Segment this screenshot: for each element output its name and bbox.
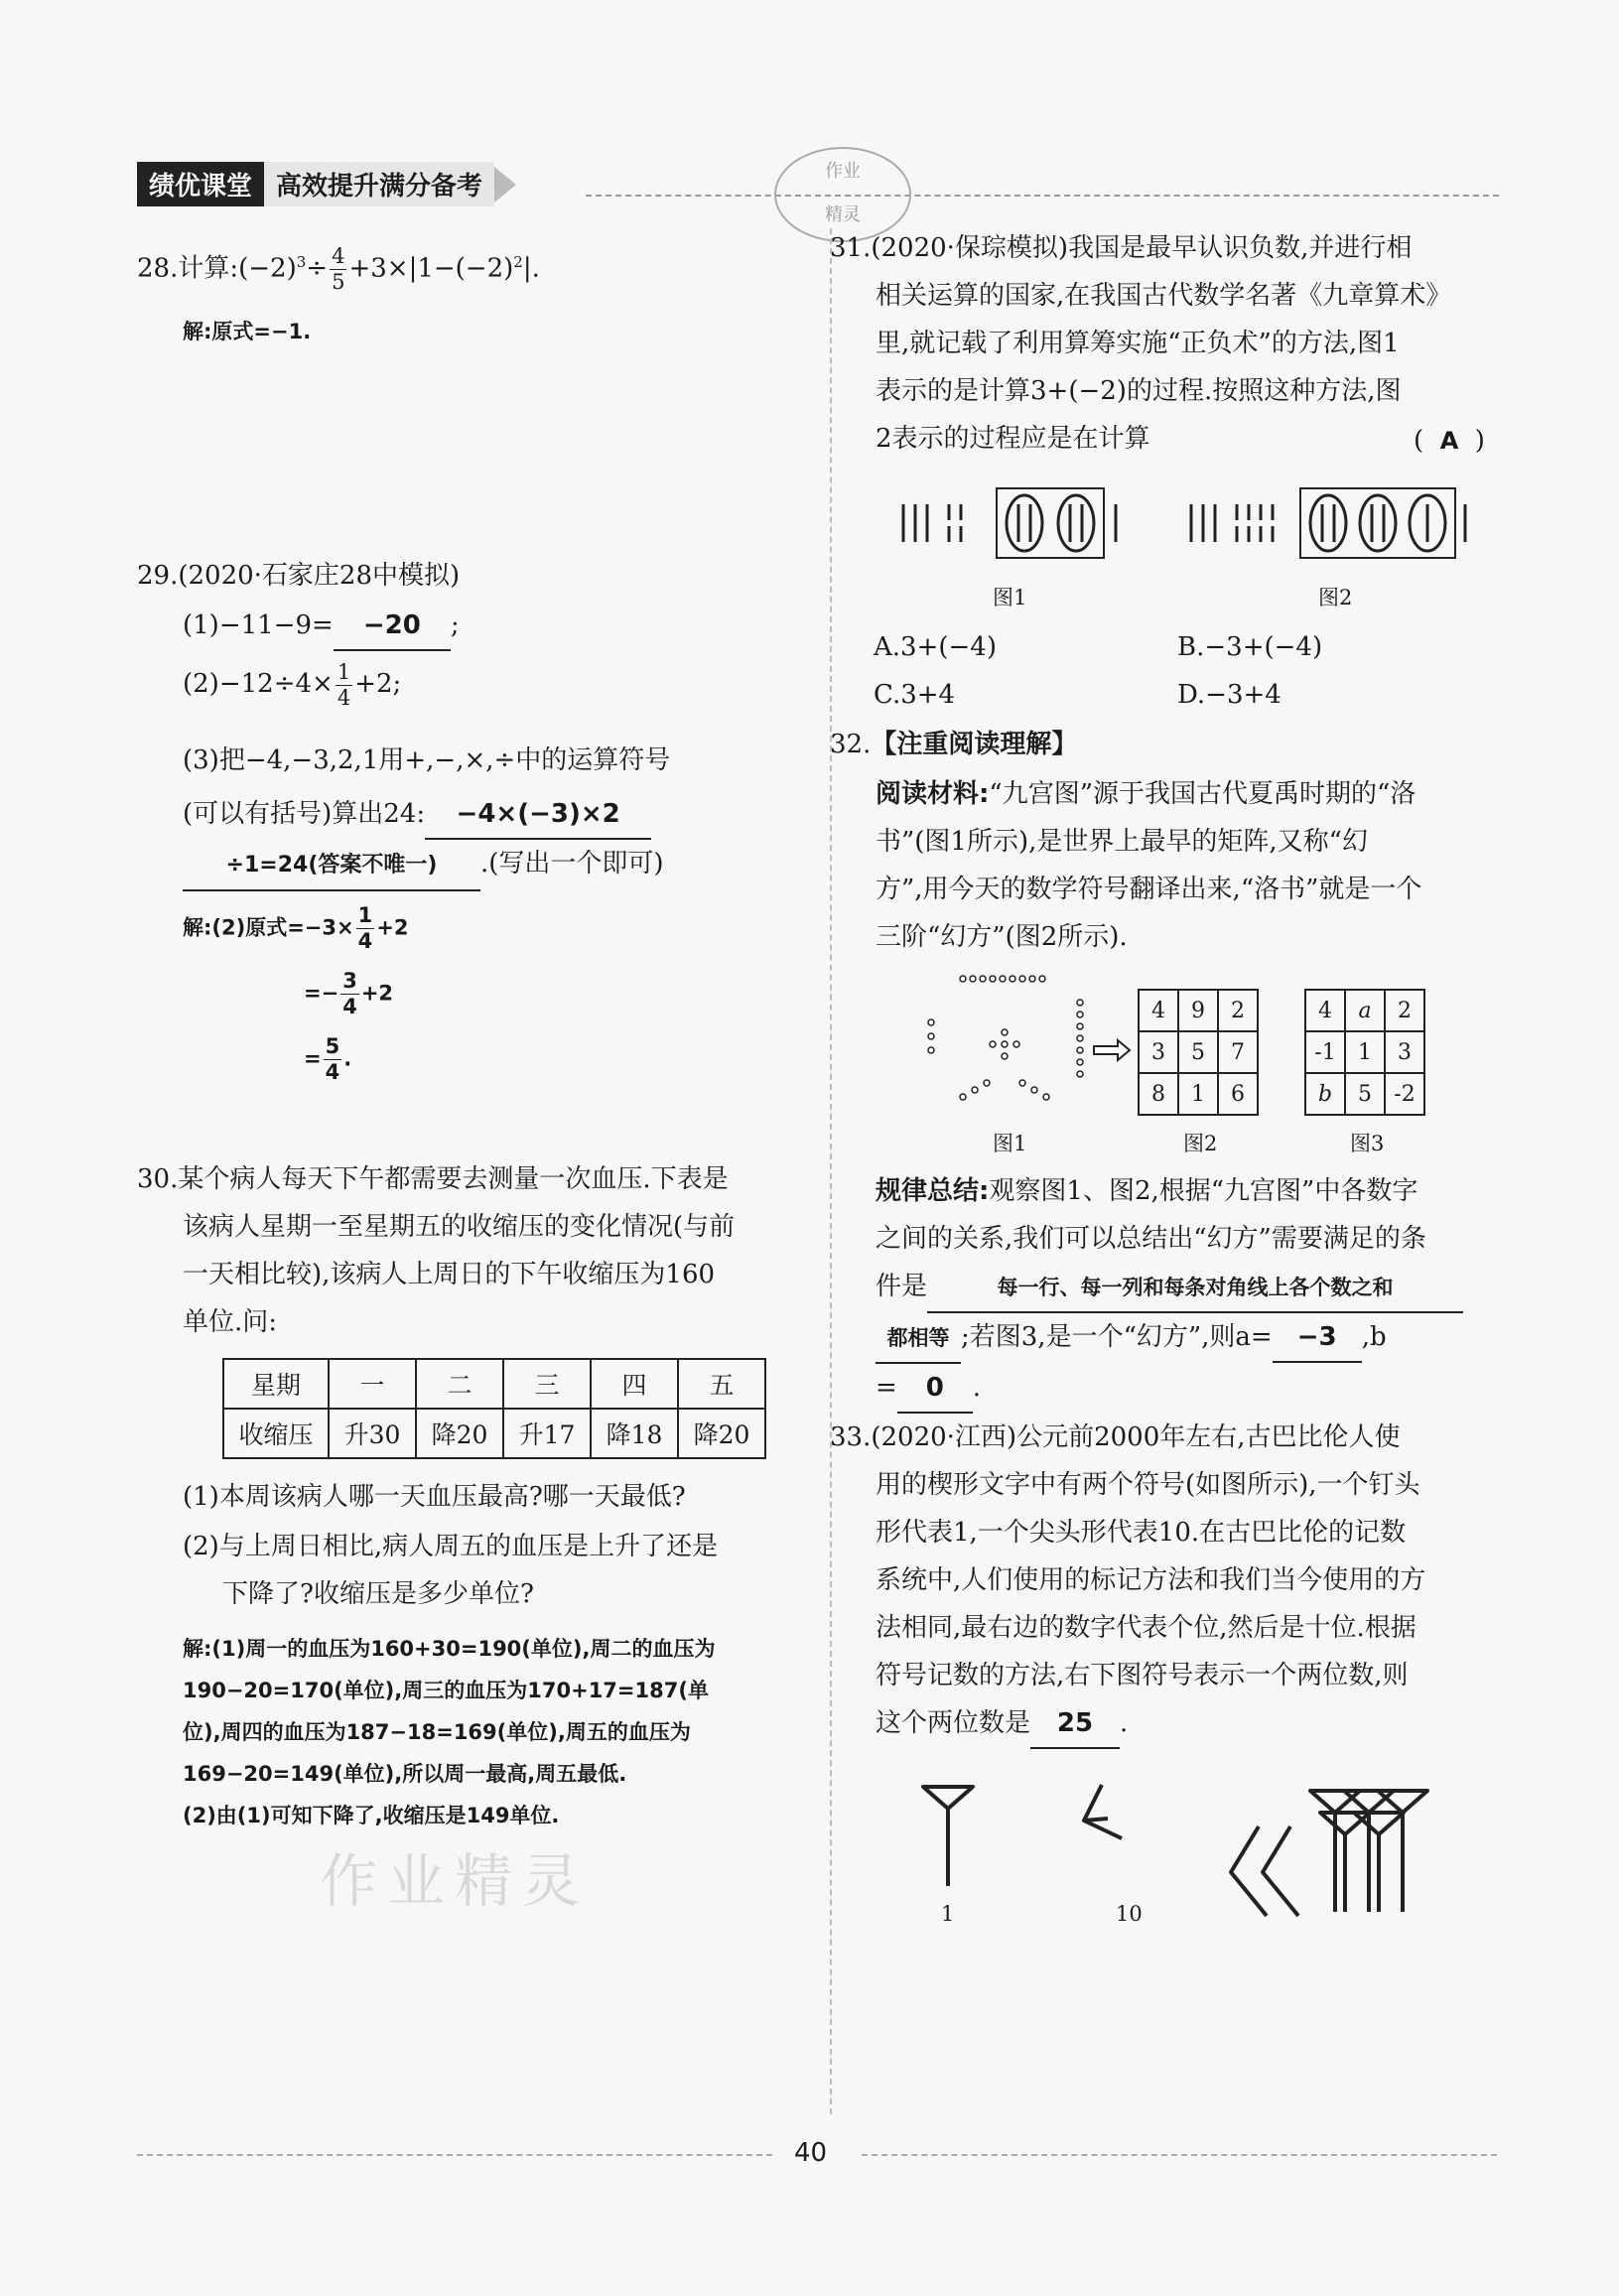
q33-statement: 33.(2020·江西)公元前2000年左右,古巴比伦人使 用的楔形文字中有两个符号(如图所示),一个钉头 形代表1,一个尖头形代表10.在古巴比伦的记数 系统中,人们使用的标记方法和我们当今使用的方 法相同,最右边的数字代表个位,然后是十位.根据 符号记数的方法,右下图符号表示一个两位数,则 这个两位数是 25 .	[830, 1414, 1505, 1749]
header-slogan: 高效提升满分备考	[264, 162, 494, 206]
q31-option-c: C.3+4	[874, 680, 956, 710]
q29-part3-line3: ÷1=24(答案不唯一) .(写出一个即可)	[183, 840, 664, 891]
q29-p1-answer: −20	[334, 602, 451, 651]
q28-end: |.	[522, 253, 540, 284]
q29-part3-line2: (可以有括号)算出24: −4×(−3)×2	[183, 790, 651, 840]
q30-sub2a: (2)与上周日相比,病人周五的血压是上升了还是	[183, 1532, 719, 1561]
q31-answer-paren: ( A )	[1414, 426, 1485, 456]
q28-exp3: 3	[296, 253, 307, 271]
q32-rule: 规律总结:观察图1、图2,根据“九宫图”中各数字 之间的关系,我们可以总结出“幻方”需要满足的条 件是 每一行、每一列和每条对角线上各个数之和 都相等 ;若图3,是一个“幻方”,则a= −3 ,b = 0 .	[876, 1167, 1511, 1414]
q28-rest: +3×|1−(−2)	[348, 253, 514, 284]
cuneiform-figure	[913, 1777, 1469, 1936]
q28-answer: 解:原式=−1.	[183, 320, 312, 343]
q32-fig2-caption: 图2	[1183, 1132, 1218, 1155]
q32-head: 32.【注重阅读理解】	[830, 730, 1078, 759]
q29-p3-answer-2: ÷1=24(答案不唯一)	[183, 842, 480, 891]
q28-divide: ÷	[306, 253, 329, 284]
q31-statement: 31.(2020·保琮模拟)我国是最早认识负数,并进行相 相关运算的国家,在我国古代数学名著《九章算术》 里,就记载了利用算筹实施“正负术”的方法,图1 表示的是计算3+(−2)的过程.按照这种方法,图 2表示的过程应是在计算	[830, 233, 1452, 454]
center-dots	[990, 1029, 1019, 1059]
label-10: 10	[1116, 1902, 1143, 1926]
blood-pressure-table	[222, 1358, 766, 1459]
header-bar	[137, 162, 516, 206]
q32-reading: 阅读材料:“九宫图”源于我国古代夏禹时期的“洛 书”(图1所示),是世界上最早的矩阵,又称“幻 方”,用今天的数学符号翻译出来,“洛书”就是一个 三阶“幻方”(图2所示).	[876, 779, 1422, 952]
footer-line-left	[137, 2154, 772, 2156]
header-divider	[586, 195, 1499, 197]
table-row: 星期 一 二 三 四 五	[223, 1359, 765, 1409]
q29-solution-line2: =− $\frac{3}{4}$ +2	[304, 969, 394, 1018]
q31-fig1-caption: 图1	[993, 586, 1027, 609]
q29-head: 29.(2020·石家庄28中模拟)	[137, 561, 461, 591]
q30-sub1: (1)本周该病人哪一天血压最高?哪一天最低?	[183, 1482, 686, 1512]
left-dots	[928, 1019, 934, 1053]
q30-statement: 30.某个病人每天下午都需要去测量一次血压.下表是 该病人星期一至星期五的收缩压的变化情况(与前 一天相比较),该病人上周日的下午收缩压为160 单位.问:	[137, 1164, 736, 1337]
q28-prefix: 计算:(−2)	[178, 253, 297, 284]
footer-line-right	[862, 2154, 1497, 2156]
page-number: 40	[794, 2138, 828, 2168]
luoshu-figure	[923, 973, 1092, 1122]
stamp-bottom: 精灵	[825, 204, 861, 225]
q28-statement	[137, 238, 540, 293]
q31-answer: A	[1439, 427, 1459, 455]
q28-fraction: $\frac{4}{5}$	[332, 244, 345, 295]
right-dots	[1077, 1000, 1083, 1077]
q32-rule-answer-1: 每一行、每一列和每条对角线上各个数之和	[927, 1264, 1463, 1313]
q31-option-d: D.−3+4	[1177, 680, 1282, 710]
q31-option-b: B.−3+(−4)	[1177, 632, 1323, 662]
q32-b-answer: 0	[897, 1364, 973, 1414]
q28-exp2: 2	[513, 253, 523, 271]
q29-solution-line3: = $\frac{5}{4}$ .	[304, 1034, 352, 1084]
nail-group	[1310, 1791, 1427, 1912]
top-dots	[960, 976, 1045, 982]
q28-number: 28.	[137, 253, 179, 284]
stamp-top: 作业	[825, 161, 861, 182]
header-arrow-icon	[494, 167, 516, 203]
q30-sub2b: 下降了?收缩压是多少单位?	[222, 1579, 534, 1609]
q30-answers: 解:(1)周一的血压为160+30=190(单位),周二的血压为 190−20=170(单位),周三的血压为170+17=187(单 位),周四的血压为187−18=169(单位),周五的血压为 169−20=149(单位),所以周一最高,周五最低. (2)由(1)可知下降了,收缩压是149单位.	[183, 1637, 716, 1827]
bottom-dots	[960, 1080, 1049, 1100]
magic-square-fig2: 4 9 2 3 5 7 8 1 6	[1138, 989, 1259, 1116]
brand-label: 绩优课堂	[137, 162, 264, 206]
fig2-rods	[1191, 488, 1465, 558]
wedge-symbol-10	[1084, 1785, 1122, 1838]
magic-square-fig3: 4 a 2 -1 1 3 b 5 -2	[1304, 989, 1425, 1116]
q29-p3-answer-1: −4×(−3)×2	[425, 790, 651, 840]
fig1-rods	[903, 488, 1116, 558]
label-1: 1	[941, 1902, 955, 1926]
q31-option-a: A.3+(−4)	[874, 632, 997, 662]
watermark: 作业精灵	[320, 1847, 591, 1915]
q32-tag: 【注重阅读理解】	[871, 730, 1078, 759]
nail-symbol-1	[923, 1787, 973, 1886]
q29-part1: (1)−11−9= −20 ;	[183, 602, 460, 651]
q29-part2: (2)−12÷4× $\frac{1}{4}$ +2;	[183, 659, 402, 710]
q29-part3-line1: (3)把−4,−3,2,1用+,−,×,÷中的运算符号	[183, 745, 671, 775]
q29-solution-line1: 解:(2)原式=−3× $\frac{1}{4}$ +2	[183, 903, 409, 953]
q32-rule-answer-2: 都相等	[876, 1314, 961, 1364]
arrow-icon	[1092, 1038, 1132, 1062]
column-divider	[830, 228, 832, 2114]
q32-a-answer: −3	[1273, 1313, 1362, 1363]
q33-answer: 25	[1030, 1699, 1120, 1749]
table-row: 收缩压 升30 降20 升17 降18 降20	[223, 1409, 765, 1458]
q32-fig3-caption: 图3	[1350, 1132, 1385, 1155]
counting-rods-figure	[893, 484, 1469, 564]
wedge-pair	[1231, 1826, 1298, 1916]
q31-fig2-caption: 图2	[1318, 586, 1353, 609]
q32-fig1-caption: 图1	[993, 1132, 1027, 1155]
